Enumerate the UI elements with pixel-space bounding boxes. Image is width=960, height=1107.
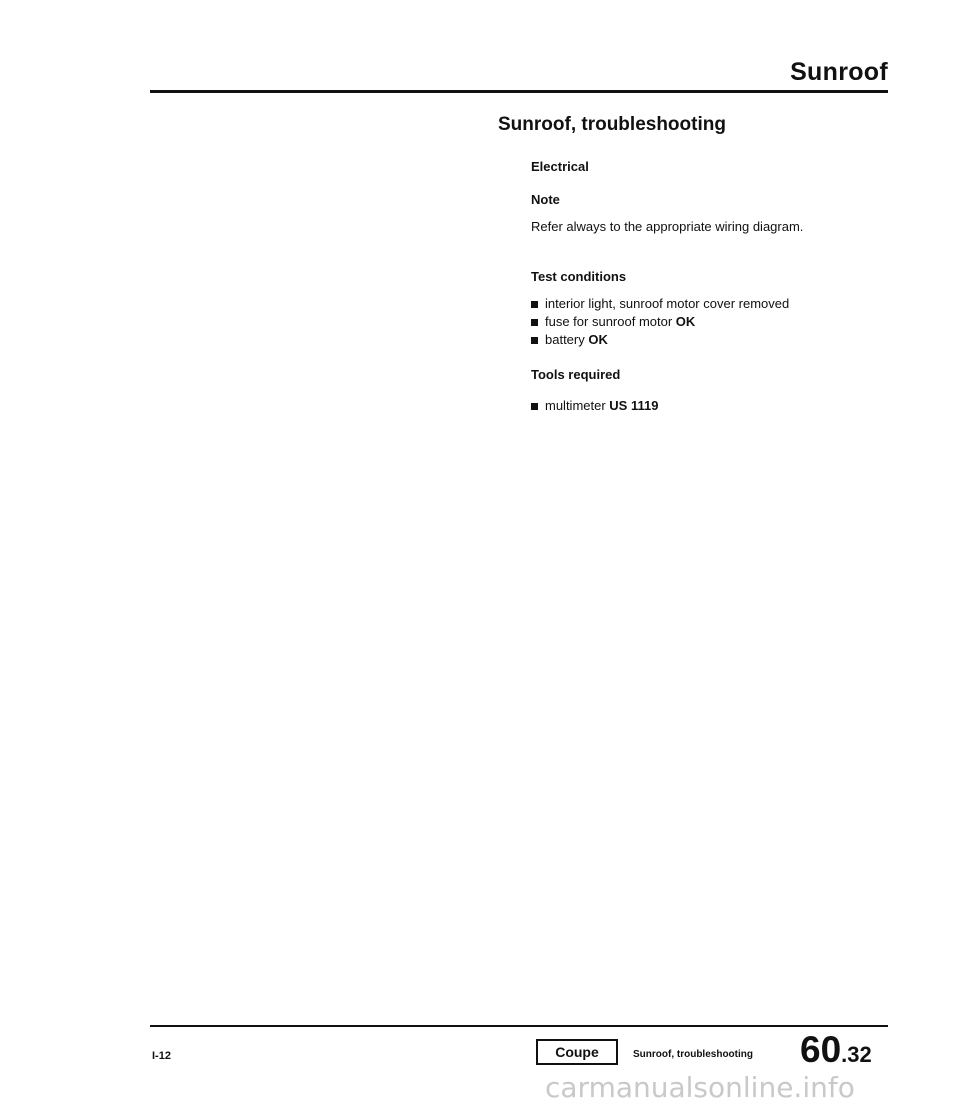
list-item-text: battery: [545, 332, 589, 347]
list-item-text: multimeter: [545, 398, 610, 413]
tools-list: [531, 397, 658, 415]
list-item-value: US 1119: [609, 398, 659, 413]
list-item-value: OK: [675, 314, 696, 329]
list-item: [531, 397, 658, 415]
header-divider: [150, 90, 888, 93]
bullet-icon: [531, 403, 538, 410]
list-item: [531, 295, 789, 313]
bullet-icon: [531, 301, 538, 308]
model-label-box: [536, 1039, 618, 1065]
watermark: carmanualsonline.info: [545, 1071, 855, 1104]
note-text: Refer always to the appropriate wiring diagram.: [531, 219, 804, 234]
list-item-value: OK: [588, 332, 608, 347]
bullet-icon: [531, 319, 538, 326]
footer-divider: [150, 1025, 888, 1027]
list-item-text: interior light, sunroof motor cover removed: [545, 296, 790, 311]
page-header-title: Sunroof: [790, 58, 888, 86]
section-number-sub: .32: [841, 1042, 872, 1067]
test-conditions-list: [531, 295, 789, 349]
note-heading: Note: [531, 192, 560, 207]
section-title: Sunroof, troubleshooting: [498, 114, 726, 135]
list-item: [531, 331, 789, 349]
page-reference: I-12: [152, 1050, 171, 1062]
list-item-text: fuse for sunroof motor: [545, 314, 676, 329]
test-conditions-heading: Test conditions: [531, 269, 627, 284]
model-label: Coupe: [555, 1044, 599, 1060]
footer-caption: Sunroof, troubleshooting: [633, 1049, 753, 1060]
bullet-icon: [531, 337, 538, 344]
list-item: [531, 313, 789, 331]
section-number: [800, 1030, 872, 1075]
tools-heading: Tools required: [531, 367, 621, 382]
section-number-main: 60: [800, 1029, 842, 1070]
electrical-heading: Electrical: [531, 159, 589, 174]
